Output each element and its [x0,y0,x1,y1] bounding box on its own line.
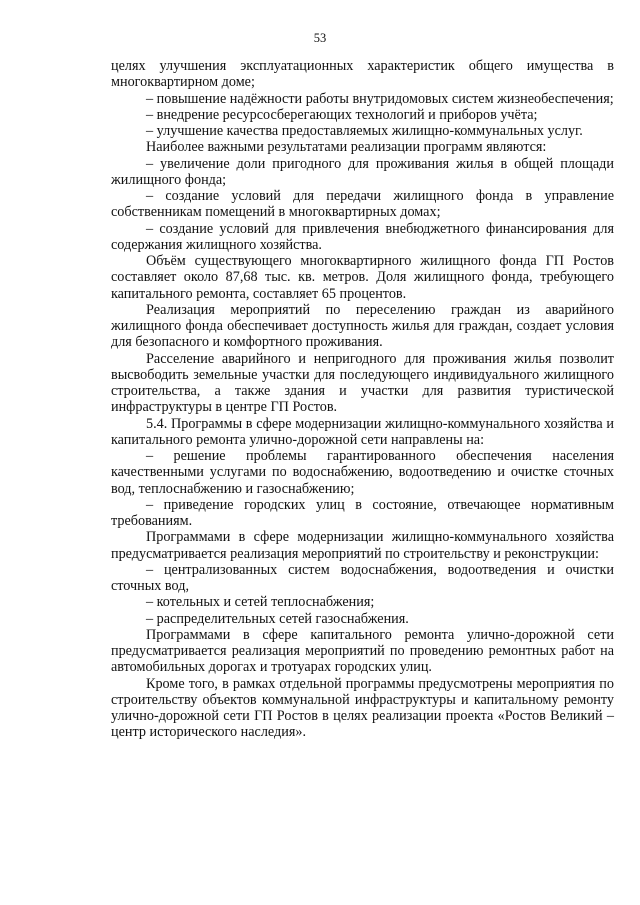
list-item: – увеличение доли пригодного для проживания жилья в общей площади жилищного фонда; [111,155,614,188]
paragraph: целях улучшения эксплуатационных характеристик общего имущества в многоквартирном доме; [111,58,614,91]
paragraph: Реализация мероприятий по переселению граждан из аварийного жилищного фонда обеспечивает доступность жилья для граждан, создает условия для безопасного и комфортного проживания. [111,301,614,351]
list-item: – повышение надёжности работы внутридомовых систем жизнеобеспечения; [146,90,614,107]
list-item: – котельных и сетей теплоснабжения; [146,594,375,611]
paragraph: Программами в сфере капитального ремонта улично-дорожной сети предусматривается реализация мероприятий по проведению ремонтных работ на автомобильных дорогах и тротуарах городских улиц. [111,626,614,676]
paragraph: Кроме того, в рамках отдельной программы предусмотрены мероприятия по строительству объектов коммунальной инфраструктуры и капитальному ремонту улично-дорожной сети ГП Ростов в целях реализации проекта «Ростов Великий – центр исторического наследия». [111,675,614,741]
list-item: – внедрение ресурсосберегающих технологий и приборов учёта; [146,106,538,123]
paragraph: Расселение аварийного и непригодного для проживания жилья позволит высвободить земельные участки для последующего индивидуального жилищного строительства, а также здания и участки для развития туристической инфраструктуры в центре ГП Ростов. [111,350,614,416]
list-item: – создание условий для передачи жилищного фонда в управление собственникам помещений в многоквартирных домах; [111,188,614,221]
list-item: – централизованных систем водоснабжения, водоотведения и очистки сточных вод, [111,561,614,594]
list-item: – создание условий для привлечения внебюджетного финансирования для содержания жилищного хозяйства. [111,220,614,253]
paragraph: Наиболее важными результатами реализации программ являются: [146,139,547,156]
list-item: – улучшение качества предоставляемых жилищно-коммунальных услуг. [146,123,583,139]
paragraph: Программами в сфере модернизации жилищно-коммунального хозяйства предусматривается реализация мероприятий по строительству и реконструкции: [111,529,614,562]
document-body [111,58,614,741]
list-item: – распределительных сетей газоснабжения. [146,610,409,627]
paragraph: Объём существующего многоквартирного жилищного фонда ГП Ростов составляет около 87,68 тыс. кв. метров. Доля жилищного фонда, требующего капитального ремонта, составляет 65 процентов. [111,253,614,302]
section-paragraph: 5.4. Программы в сфере модернизации жилищно-коммунального хозяйства и капитального ремонта улично-дорожной сети направлены на: [111,415,614,448]
list-item: – решение проблемы гарантированного обеспечения населения качественными услугами по водоснабжению, водоотведению и очистке сточных вод, теплоснабжению и газоснабжению; [111,448,614,497]
page-number: 53 [313,31,327,45]
list-item: – приведение городских улиц в состояние, отвечающее нормативным требованиям. [111,496,614,529]
